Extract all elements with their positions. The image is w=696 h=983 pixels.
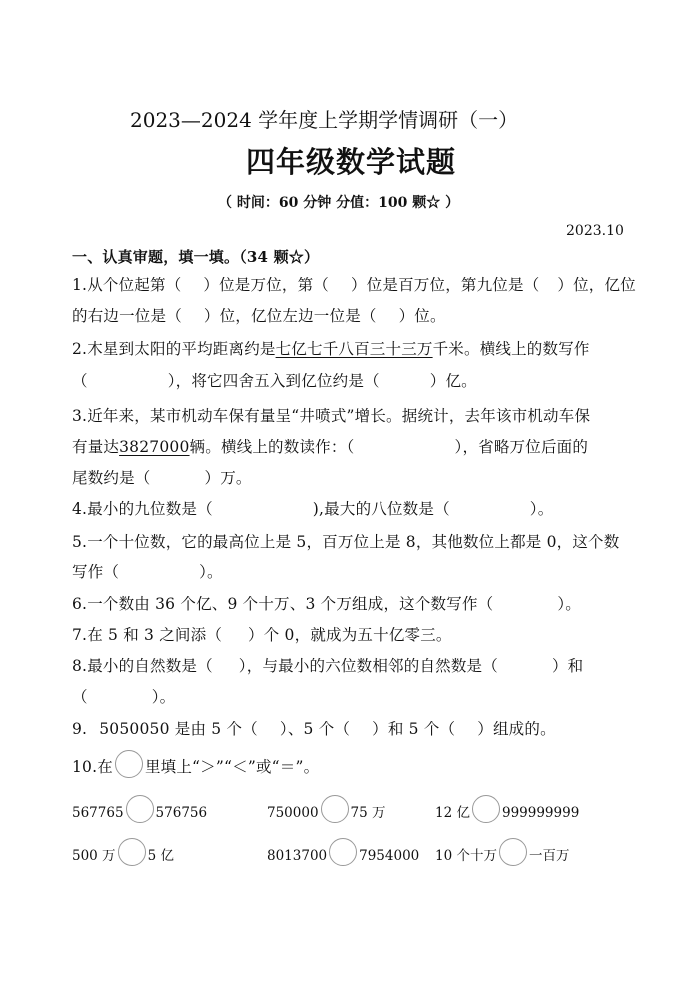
- section-heading: 一、认真审题，填一填。（34 颗☆）: [72, 248, 320, 266]
- question-3-line-2: 有量达3827000辆。横线上的数读作：（ ），省略万位后面的: [72, 438, 589, 456]
- school-year-heading: 2023—2024 学年度上学期学情调研（一）: [130, 108, 519, 132]
- question-3-line-3: 尾数约是（ ）万。: [72, 469, 252, 487]
- question-7: 7.在 5 和 3 之间添（ ）个 0，就成为五十亿零三。: [72, 626, 452, 644]
- exam-info: （ 时间：60 分钟 分值：100 颗☆ ）: [218, 195, 460, 211]
- comparison-item: 750000 75 万: [267, 795, 386, 823]
- comparison-item: 8013700 7954000: [267, 838, 419, 866]
- question-2-line-1: 2.木星到太阳的平均距离约是七亿七千八百三十三万千米。横线上的数写作: [72, 340, 590, 358]
- answer-circle[interactable]: [126, 795, 154, 823]
- question-6: 6.一个数由 36 个亿、9 个十万、3 个万组成，这个数写作（ ）。: [72, 595, 582, 613]
- question-1-line-2: 的右边一位是（ ）位，亿位左边一位是（ ）位。: [72, 307, 446, 325]
- underlined-number: 3827000: [119, 438, 190, 456]
- question-4: 4.最小的九位数是（ ),最大的八位数是（ ）。: [72, 500, 554, 518]
- comparison-item: 567765 576756: [72, 795, 207, 823]
- answer-circle[interactable]: [321, 795, 349, 823]
- question-1-line-1: 1.从个位起第（ ）位是万位，第（ ）位是百万位，第九位是（ ）位，亿位: [72, 276, 636, 294]
- question-9: 9. 5050050 是由 5 个（ ）、5 个（ ）和 5 个（ ）组成的。: [72, 720, 556, 738]
- answer-circle[interactable]: [472, 795, 500, 823]
- question-10: 10.在 里填上“＞”“＜”或“＝”。: [72, 750, 319, 778]
- question-3-line-1: 3.近年来，某市机动车保有量呈“井喷式”增长。据统计，去年该市机动车保: [72, 407, 591, 425]
- underlined-number: 七亿七千八百三十三万: [275, 340, 433, 358]
- question-5-line-2: 写作（ ）。: [72, 563, 223, 581]
- circle-blank-icon: [115, 750, 143, 778]
- question-8-line-2: （ ）。: [72, 688, 176, 706]
- comparison-item: 12 亿 999999999: [435, 795, 579, 823]
- answer-circle[interactable]: [499, 838, 527, 866]
- exam-title: 四年级数学试题: [246, 145, 457, 179]
- question-5-line-1: 5.一个十位数，它的最高位上是 5，百万位上是 8，其他数位上都是 0，这个数: [72, 533, 620, 551]
- question-2-line-2: （ ），将它四舍五入到亿位约是（ ）亿。: [72, 372, 477, 390]
- answer-circle[interactable]: [329, 838, 357, 866]
- comparison-item: 500 万 5 亿: [72, 838, 174, 866]
- comparison-item: 10 个十万 一百万: [435, 838, 569, 866]
- question-8-line-1: 8.最小的自然数是（ ），与最小的六位数相邻的自然数是（ ）和: [72, 657, 584, 675]
- exam-date: 2023.10: [566, 223, 624, 239]
- answer-circle[interactable]: [118, 838, 146, 866]
